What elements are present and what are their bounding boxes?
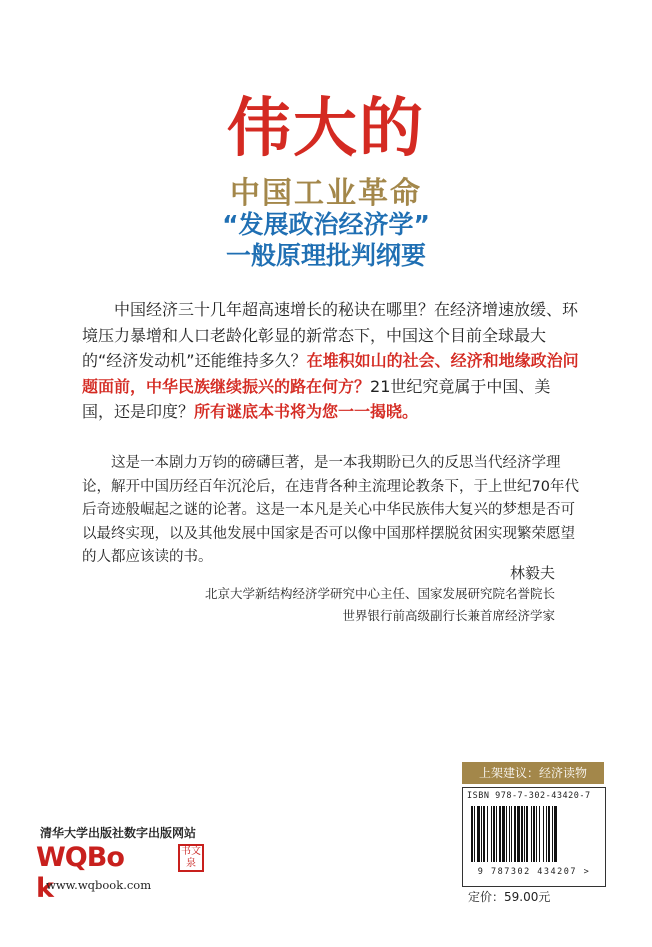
intro-text-2: 21世纪究竟属于中国、美国，还是印度？ bbox=[82, 376, 551, 421]
author-affiliation-1: 北京大学新结构经济学研究中心主任、国家发展研究院名誉院长 bbox=[204, 586, 555, 601]
intro-text-1: 中国经济三十几年超高速增长的秘诀在哪里？在经济增速放缓、环境压力暴增和人口老龄化彰显的新常态下，中国这个目前全球最大的“经济发动机”还能维持多久？ bbox=[82, 300, 579, 370]
isbn-text: ISBN 978-7-302-43420-7 bbox=[467, 791, 591, 801]
barcode-icon bbox=[469, 806, 599, 862]
intro-paragraph bbox=[82, 297, 582, 425]
cover-title-sub: 中国工业革命 bbox=[230, 176, 422, 211]
review-paragraph: 这是一本剧力万钧的磅礴巨著，是一本我期盼已久的反思当代经济学理论，解开中国历经百年沉沦后，在违背各种主流理论教条下，于上世纪70年代后奇迹般崛起之谜的论著。这是一本凡是关心中华民族伟大复兴的梦想是否可以最终实现，以及其他发展中国家是否可以像中国那样摆脱贫困实现繁荣愿望的人都应该读的书。 bbox=[82, 455, 579, 565]
publisher-site-name: 清华大学出版社数字出版网站 bbox=[40, 826, 197, 840]
author-affiliation-2: 世界银行前高级副行长兼首席经济学家 bbox=[342, 608, 555, 623]
intro-highlight-1: 在堆积如山的社会、经济和地缘政治问题面前，中华民族继续振兴的路在何方？ bbox=[82, 351, 579, 396]
price-label: 定价：59.00元 bbox=[468, 890, 551, 904]
cover-subtitle-theory: “发展政治经济学” bbox=[222, 210, 430, 239]
cover-subtitle-outline: 一般原理批判纲要 bbox=[225, 241, 426, 270]
intro-highlight-2: 所有谜底本书将为您一一揭晓。 bbox=[194, 402, 419, 421]
logo-seal-icon: 书文泉 bbox=[178, 844, 204, 872]
shelf-suggestion-label: 上架建议：经济读物 bbox=[462, 762, 604, 784]
cover-title-main: 伟大的 bbox=[227, 92, 425, 166]
barcode-box bbox=[462, 787, 606, 887]
barcode-number: 9 787302 434207 > bbox=[477, 867, 591, 877]
logo-text: WQBo k bbox=[36, 842, 124, 904]
publisher-url[interactable]: www.wqbook.com bbox=[46, 878, 152, 892]
review-author: 林毅夫 bbox=[509, 564, 555, 582]
